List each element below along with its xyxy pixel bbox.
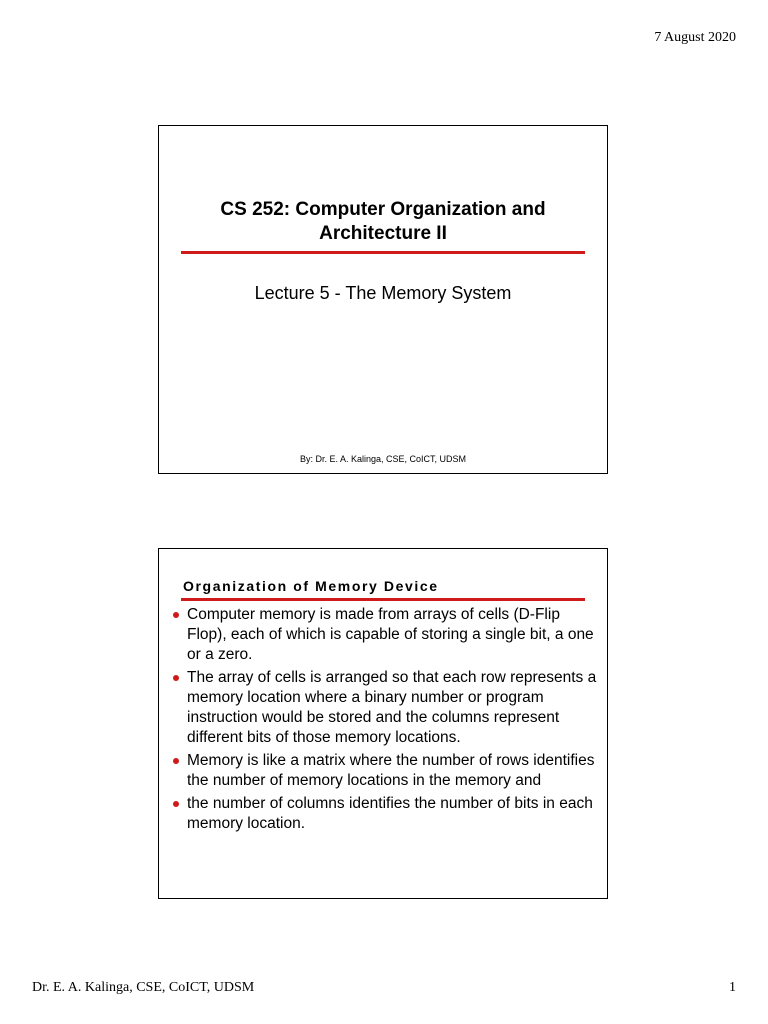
list-item (171, 605, 599, 665)
bullet-text: Computer memory is made from arrays of cells (D-Flip Flop), each of which is capable of storing a single bit, a one or a zero. (187, 606, 594, 663)
heading-divider (181, 598, 585, 601)
bullet-list (171, 605, 599, 837)
slide-organization (158, 548, 608, 899)
bullet-text: the number of columns identifies the number of bits in each memory location. (187, 795, 593, 832)
bullet-text: The array of cells is arranged so that each row represents a memory location where a binary number or program instruction would be stored and the columns represent different bits of those memory locations. (187, 669, 597, 746)
slide-title (158, 125, 608, 474)
lecture-subtitle: Lecture 5 - The Memory System (254, 283, 512, 303)
bullet-icon (173, 612, 179, 618)
slide-byline: By: Dr. E. A. Kalinga, CSE, CoICT, UDSM (299, 454, 467, 464)
title-line-1: CS 252: Computer Organization and (220, 199, 546, 220)
slide-title-heading (159, 198, 607, 246)
bullet-text: Memory is like a matrix where the number of rows identifies the number of memory locations in the memory and (187, 752, 595, 789)
page-date: 7 August 2020 (654, 30, 736, 45)
footer-author: Dr. E. A. Kalinga, CSE, CoICT, UDSM (32, 980, 255, 995)
list-item (171, 668, 599, 748)
bullet-icon (173, 758, 179, 764)
list-item (171, 794, 599, 834)
title-divider (181, 251, 585, 254)
bullet-icon (173, 675, 179, 681)
list-item (171, 751, 599, 791)
bullet-icon (173, 801, 179, 807)
slide-heading: Organization of Memory Device (183, 578, 439, 594)
page-number: 1 (729, 980, 736, 995)
title-line-2: Architecture II (319, 223, 447, 244)
